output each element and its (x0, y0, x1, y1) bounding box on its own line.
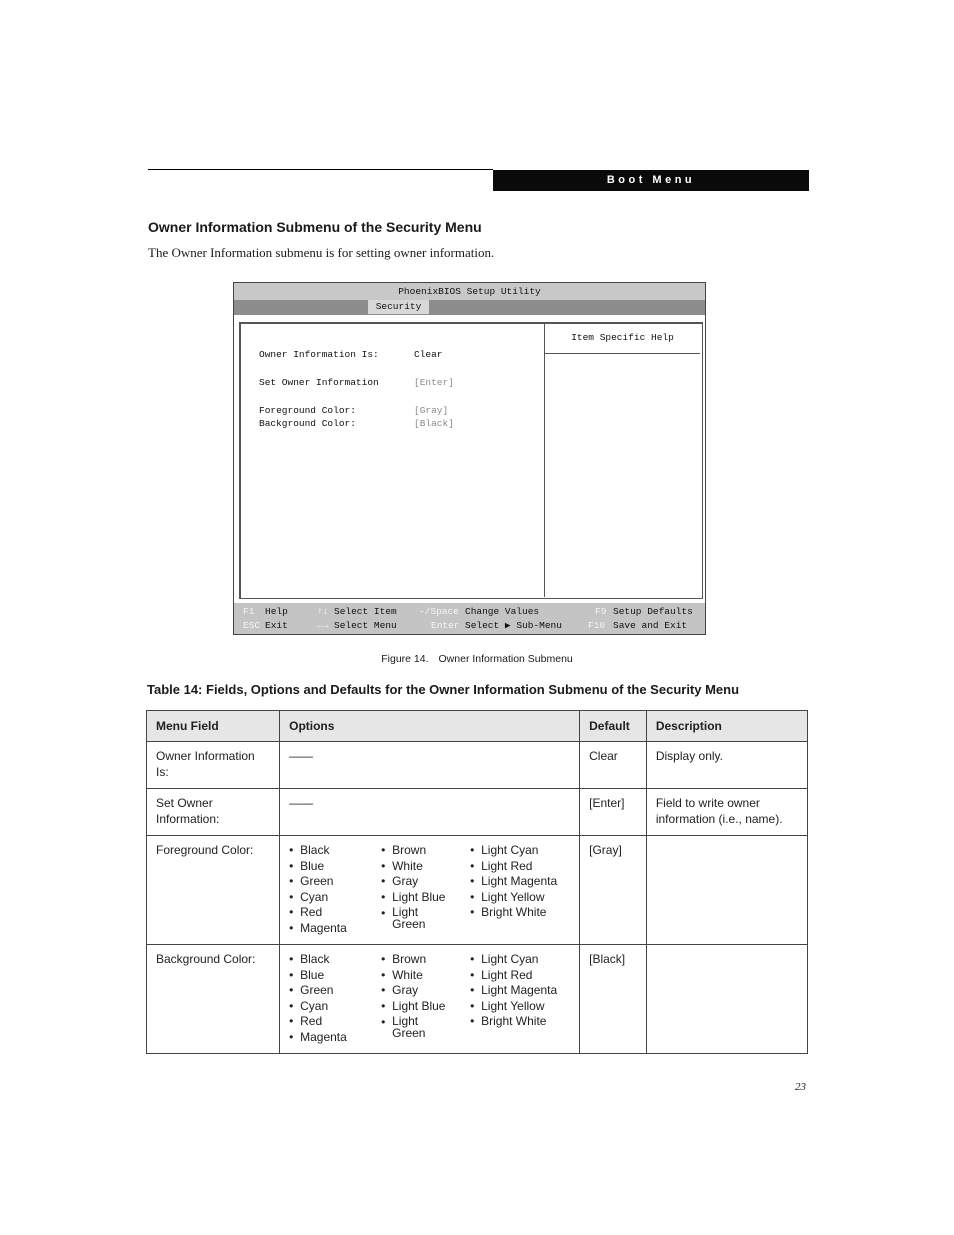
bios-key-f9-label: Setup Defaults (613, 606, 693, 617)
option-item: • Bright White (470, 1014, 570, 1030)
cell-default: [Gray] (580, 836, 647, 945)
option-item: • Green (289, 983, 381, 999)
option-item: • Blue (289, 859, 381, 875)
bios-key-updown-label: Select Item (334, 606, 397, 617)
option-item: • Light Green (381, 1015, 470, 1039)
options-list (289, 843, 381, 936)
option-item: • Gray (381, 983, 470, 999)
bios-field-foreground-label[interactable]: Foreground Color: (259, 405, 356, 416)
cell-field: Owner Information Is: (147, 742, 280, 789)
header-description: Description (646, 711, 807, 742)
figure-caption (0, 653, 954, 665)
header-rule (148, 169, 493, 170)
page-number: 23 (795, 1081, 806, 1093)
bios-key-f10-label: Save and Exit (613, 620, 688, 631)
cell-default: Clear (580, 742, 647, 789)
bios-key-enter-label: Select ▶ Sub-Menu (465, 620, 562, 631)
cell-options (280, 836, 580, 945)
section-heading: Owner Information Submenu of the Security Menu (148, 219, 482, 235)
options-list (470, 952, 570, 1045)
bios-key-esc-label: Exit (265, 620, 288, 631)
bios-panel-divider (544, 323, 545, 597)
bios-footer (234, 603, 705, 634)
bios-key-f10: F10 (588, 620, 606, 631)
bios-field-foreground-value[interactable]: [Gray] (414, 405, 449, 416)
option-item: • Light Red (470, 968, 570, 984)
cell-description (646, 945, 807, 1054)
cell-field: Foreground Color: (147, 836, 280, 945)
option-item: • Light Cyan (470, 843, 570, 859)
bios-key-leftright: ←→ (317, 620, 329, 631)
option-item: • Brown (381, 843, 470, 859)
bios-tab-security[interactable]: Security (368, 300, 429, 314)
table-title: Table 14: Fields, Options and Defaults for the Owner Information Submenu of the Security Menu (147, 682, 740, 697)
bios-key-f1-label: Help (265, 606, 288, 617)
bios-key-f9: F9 (595, 606, 607, 617)
bios-help-title: Item Specific Help (545, 323, 700, 354)
bios-key-updown: ↑↓ (317, 606, 329, 617)
cell-field: Background Color: (147, 945, 280, 1054)
option-item: • Light Magenta (470, 874, 570, 890)
bios-key-space: -/Space (419, 606, 459, 617)
bios-field-background-value[interactable]: [Black] (414, 418, 454, 429)
option-item: • Black (289, 952, 381, 968)
table-row (147, 789, 808, 836)
option-item: • White (381, 968, 470, 984)
options-list (289, 952, 381, 1045)
cell-field: Set Owner Information: (147, 789, 280, 836)
option-item: • Magenta (289, 921, 381, 937)
intro-paragraph: The Owner Information submenu is for setting owner information. (148, 245, 495, 260)
bios-field-owner-info-label: Owner Information Is: (259, 349, 379, 360)
bios-field-owner-info-value: Clear (414, 349, 443, 360)
option-item: • Light Yellow (470, 999, 570, 1015)
option-item: • Gray (381, 874, 470, 890)
option-item: • Light Cyan (470, 952, 570, 968)
option-item: • Blue (289, 968, 381, 984)
table-row (147, 836, 808, 945)
cell-default: [Enter] (580, 789, 647, 836)
option-item: • Light Magenta (470, 983, 570, 999)
cell-description (646, 836, 807, 945)
bios-key-esc: ESC (243, 620, 261, 631)
options-list (381, 952, 470, 1045)
option-item: • Bright White (470, 905, 570, 921)
option-item: • Black (289, 843, 381, 859)
option-item: • Red (289, 1014, 381, 1030)
cell-options: —— (280, 789, 580, 836)
section-header: Boot Menu (493, 170, 809, 191)
options-list (381, 843, 470, 936)
header-menu-field: Menu Field (147, 711, 280, 742)
figure-number: Figure 14. (381, 653, 429, 665)
option-item: • Cyan (289, 890, 381, 906)
header-options: Options (280, 711, 580, 742)
header-default: Default (580, 711, 647, 742)
option-item: • White (381, 859, 470, 875)
option-item: • Light Blue (381, 890, 470, 906)
option-item: • Light Blue (381, 999, 470, 1015)
fields-table (146, 710, 808, 1054)
bios-main-panel (239, 322, 703, 599)
table-row (147, 945, 808, 1054)
cell-options: —— (280, 742, 580, 789)
options-list (470, 843, 570, 936)
option-item: • Green (289, 874, 381, 890)
table-row (147, 742, 808, 789)
option-item: • Red (289, 905, 381, 921)
bios-key-f1: F1 (243, 606, 255, 617)
bios-field-set-owner-label[interactable]: Set Owner Information (259, 377, 379, 388)
option-item: • Light Red (470, 859, 570, 875)
bios-key-space-label: Change Values (465, 606, 540, 617)
bios-field-set-owner-value[interactable]: [Enter] (414, 377, 454, 388)
bios-field-background-label[interactable]: Background Color: (259, 418, 356, 429)
option-item: • Brown (381, 952, 470, 968)
bios-key-leftright-label: Select Menu (334, 620, 397, 631)
cell-default: [Black] (580, 945, 647, 1054)
option-item: • Cyan (289, 999, 381, 1015)
option-item: • Magenta (289, 1030, 381, 1046)
bios-menu-bar (234, 300, 705, 315)
figure-caption-text: Owner Information Submenu (438, 653, 573, 665)
cell-description: Display only. (646, 742, 807, 789)
option-item: • Light Green (381, 906, 470, 930)
option-item: • Light Yellow (470, 890, 570, 906)
bios-title: PhoenixBIOS Setup Utility (234, 283, 705, 300)
cell-description: Field to write owner information (i.e., name). (646, 789, 807, 836)
bios-screenshot (233, 282, 706, 635)
cell-options (280, 945, 580, 1054)
table-header-row (147, 711, 808, 742)
bios-key-enter: Enter (431, 620, 460, 631)
